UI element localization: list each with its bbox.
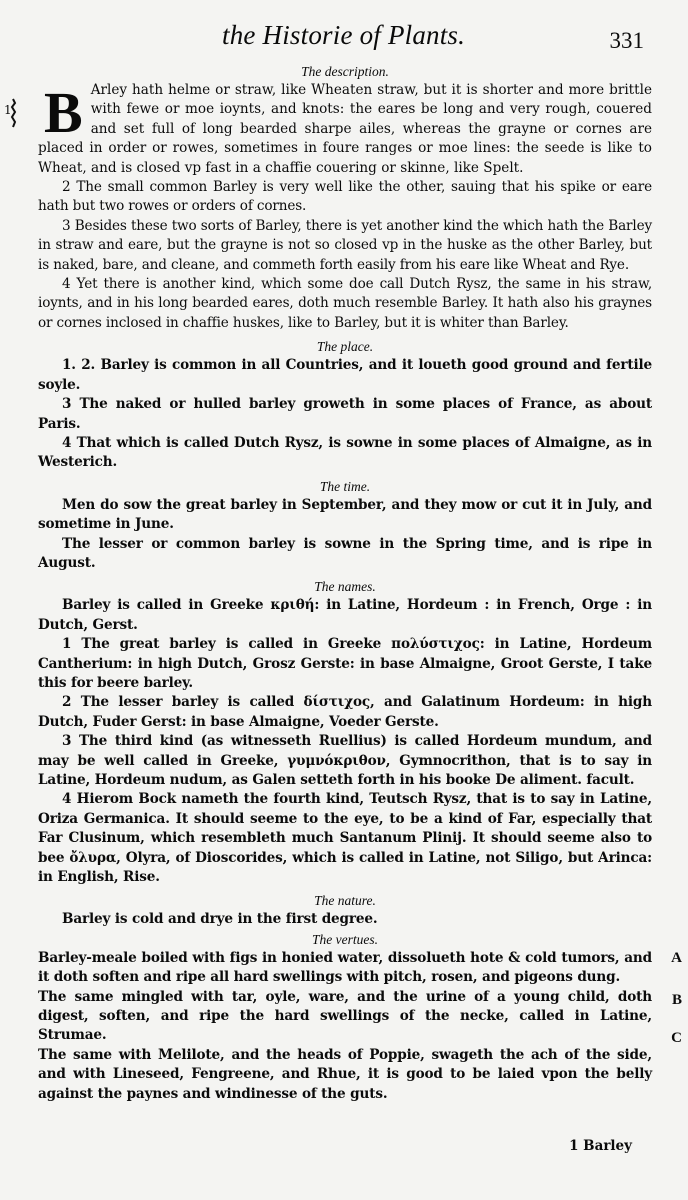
pilcrow-ornament-icon xyxy=(8,97,18,129)
paragraph-place-3: 4 That which is called Dutch Rysz, is sowne in some places of Almaigne, as in Westerich. xyxy=(38,434,652,471)
paragraph-names-4: 3 The third kind (as witnesseth Ruellius) is called Hordeum mundum, and may be well called in Greeke, γυμνόκριθον, Gymnocrithon, that is to say in Latine, Hordeum nudum, as Galen setteth forth in his booke De aliment. facult. xyxy=(38,733,652,788)
heading-names: The names. xyxy=(314,579,376,595)
vertues-block xyxy=(38,949,682,1104)
body-text xyxy=(4,62,682,1104)
margin-letter-b: B xyxy=(671,991,682,1008)
paragraph-description-4: 4 Yet there is another kind, which some doe call Dutch Rysz, the same in his straw, ioynts, and in his long bearded eares, doth much resemble Barley. It hath also his graynes or cornes inclosed in chaffie huskes, like to Barley, but it is whiter than Barley. xyxy=(38,276,652,331)
paragraph-description-1 xyxy=(4,80,652,178)
paragraph-text: Arley hath helme or straw, like Wheaten straw, but it is shorter and more brittle with fewe or moe ioynts, and knots: the eares be long and very rough, couered and set full of long bearded sharpe ailes, whereas the grayne or cornes are placed in order or rowes, sometimes in foure ranges or moe lines: the seede is like to Wheat, and is closed vp fast in a chaffie couering or skinne, like Spelt. xyxy=(38,82,652,176)
paragraph-description-3: 3 Besides these two sorts of Barley, there is yet another kind the which hath the Barley in straw and eare, but the grayne is not so closed vp in the huske as the other Barley, but is naked, bare, and cleane, and commeth forth easily from his eare like Wheat and Rye. xyxy=(38,217,652,273)
paragraph-names-5: 4 Hierom Bock nameth the fourth kind, Teutsch Rysz, that is to say in Latine, Oriza Germanica. It should seeme to the eye, to be a kind of Far, especially that Far Clusinum, which resembleth much Santanum Plinij. It should seeme also to bee ὄλυρα, Olyra, of Dioscorides, which is called in Latine, not Siligo, but Arinca: in English, Rise. xyxy=(38,791,652,886)
running-head xyxy=(0,18,688,58)
paragraph-time-1: Men do sow the great barley in September, and they mow or cut it in July, and sometime in June. xyxy=(38,496,652,533)
margin-letter-c: C xyxy=(671,1029,682,1046)
heading-nature: The nature. xyxy=(314,893,376,909)
paragraph-vertues-3: The same with Melilote, and the heads of Poppie, swageth the ach of the side, and with Lineseed, Fengreene, and Rhue, it is good to be laied vpon the belly against the paynes and windinesse of the guts. xyxy=(38,1046,652,1102)
margin-letter-a: A xyxy=(671,949,682,966)
paragraph-time-2: The lesser or common barley is sowne in the Spring time, and is ripe in August. xyxy=(38,535,652,571)
paragraph-place-2: 3 The naked or hulled barley groweth in some places of France, as about Paris. xyxy=(38,396,652,432)
paragraph-place-1: 1. 2. Barley is common in all Countries, and it loueth good ground and fertile soyle. xyxy=(38,357,652,393)
running-title: the Historie of Plants. xyxy=(222,20,466,50)
drop-cap: B xyxy=(44,80,83,145)
heading-place: The place. xyxy=(316,339,374,355)
paragraph-names-2: 1 The great barley is called in Greeke πολύστιχος: in Latine, Hordeum Cantherium: in high Dutch, Grosz Gerste: in base Almaigne, Groot Gerste, I take this for beere barley. xyxy=(38,636,652,691)
paragraph-names-1: Barley is called in Greeke κριθή: in Latine, Hordeum : in French, Orge : in Dutch, Gerst. xyxy=(38,597,652,633)
paragraph-nature-1: Barley is cold and drye in the first degree. xyxy=(62,911,378,928)
paragraph-vertues-2: The same mingled with tar, oyle, ware, and the urine of a young child, doth digest, soften, and ripe the hard swellings of the necke, called in Latine, Strumae. xyxy=(38,988,652,1044)
paragraph-names-3: 2 The lesser barley is called δίστιχος, and Galatinum Hordeum: in high Dutch, Fuder Gerst: in base Almaigne, Voeder Gerste. xyxy=(38,694,652,730)
page-number: 331 xyxy=(609,28,644,53)
catchword: 1 Barley xyxy=(569,1138,632,1154)
heading-description: The description. xyxy=(301,64,389,79)
heading-time: The time. xyxy=(319,478,371,494)
paragraph-description-2: 2 The small common Barley is very well like the other, sauing that his spike or eare hath but two rowes or orders of cornes. xyxy=(38,179,652,215)
heading-vertues: The vertues. xyxy=(312,931,378,947)
paragraph-number: 1 xyxy=(4,103,12,117)
paragraph-vertues-1: Barley-meale boiled with figs in honied water, dissolueth hote & cold tumors, and it doth soften and ripe all hard swellings with pitch, rosen, and pigeons dung. xyxy=(38,949,652,986)
